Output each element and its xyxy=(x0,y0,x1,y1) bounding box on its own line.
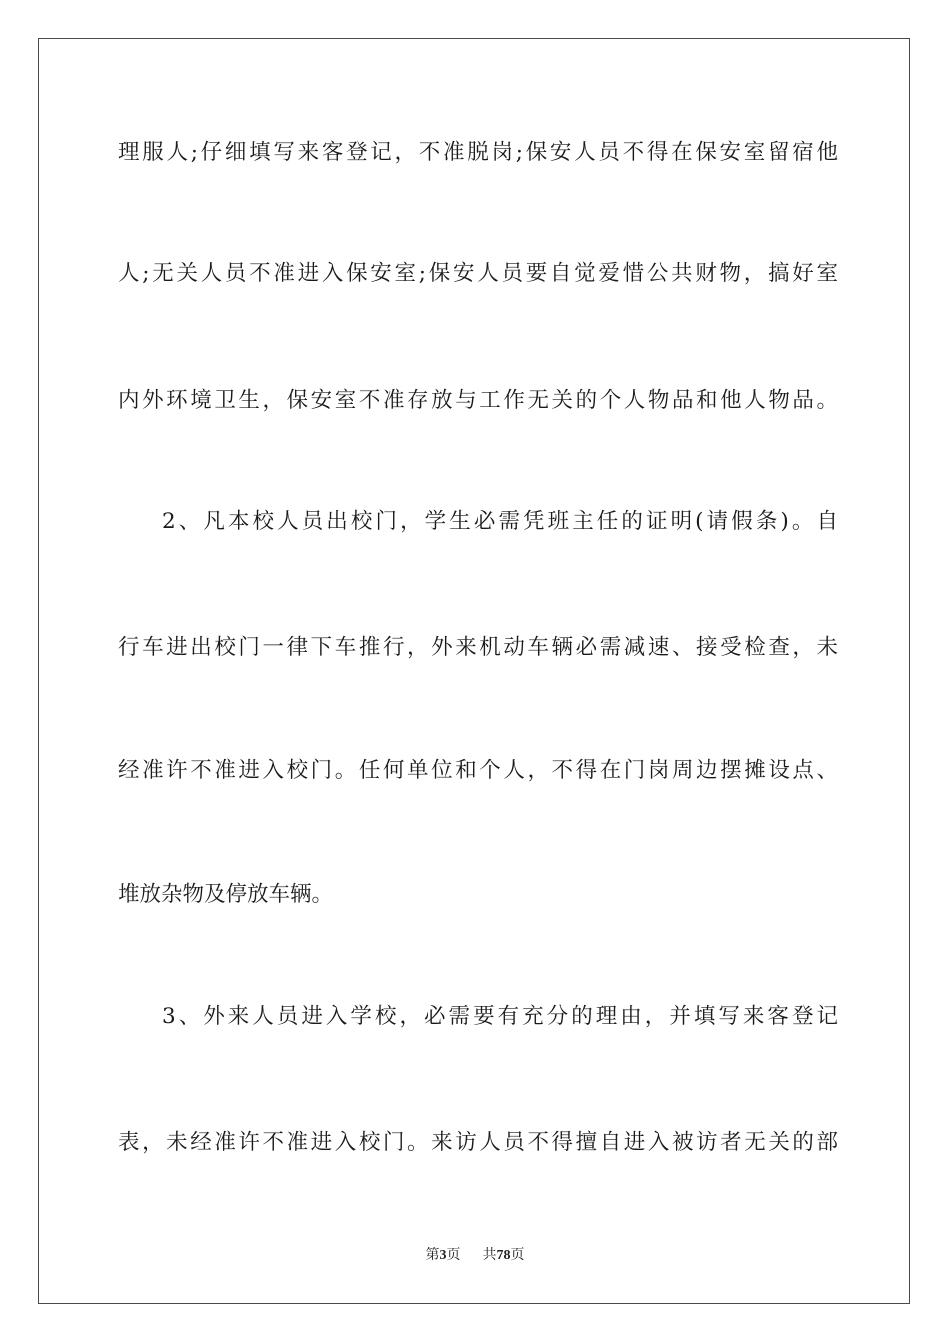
text-line-8: 3、外来人员进入学校，必需要有充分的理由，并填写来客登记 xyxy=(162,1004,838,1029)
page-suffix: 页 xyxy=(446,1247,461,1263)
total-pages: 78 xyxy=(496,1248,511,1263)
text-line-2: 人;无关人员不准进入保安室;保安人员要自觉爱惜公共财物，搞好室 xyxy=(118,261,838,286)
text-line-1: 理服人;仔细填写来客登记，不准脱岗;保安人员不得在保安室留宿他 xyxy=(118,140,838,165)
text-line-5: 行车进出校门一律下车推行，外来机动车辆必需减速、接受检查，未 xyxy=(118,635,838,660)
text-line-9: 表，未经准许不准进入校门。来访人员不得擅自进入被访者无关的部 xyxy=(118,1130,838,1155)
page-prefix: 第 xyxy=(425,1247,440,1263)
text-line-6: 经准许不准进入校门。任何单位和个人，不得在门岗周边摆摊设点、 xyxy=(118,758,838,783)
text-line-7: 堆放杂物及停放车辆。 xyxy=(118,882,334,907)
page-border xyxy=(38,38,910,1304)
text-line-3: 内外环境卫生，保安室不准存放与工作无关的个人物品和他人物品。 xyxy=(118,388,838,413)
total-prefix: 共 xyxy=(482,1247,497,1263)
page-footer xyxy=(0,1244,950,1264)
total-suffix: 页 xyxy=(510,1247,525,1263)
page-number: 3 xyxy=(439,1248,447,1263)
text-line-4: 2、凡本校人员出校门，学生必需凭班主任的证明(请假条)。自 xyxy=(162,509,838,534)
